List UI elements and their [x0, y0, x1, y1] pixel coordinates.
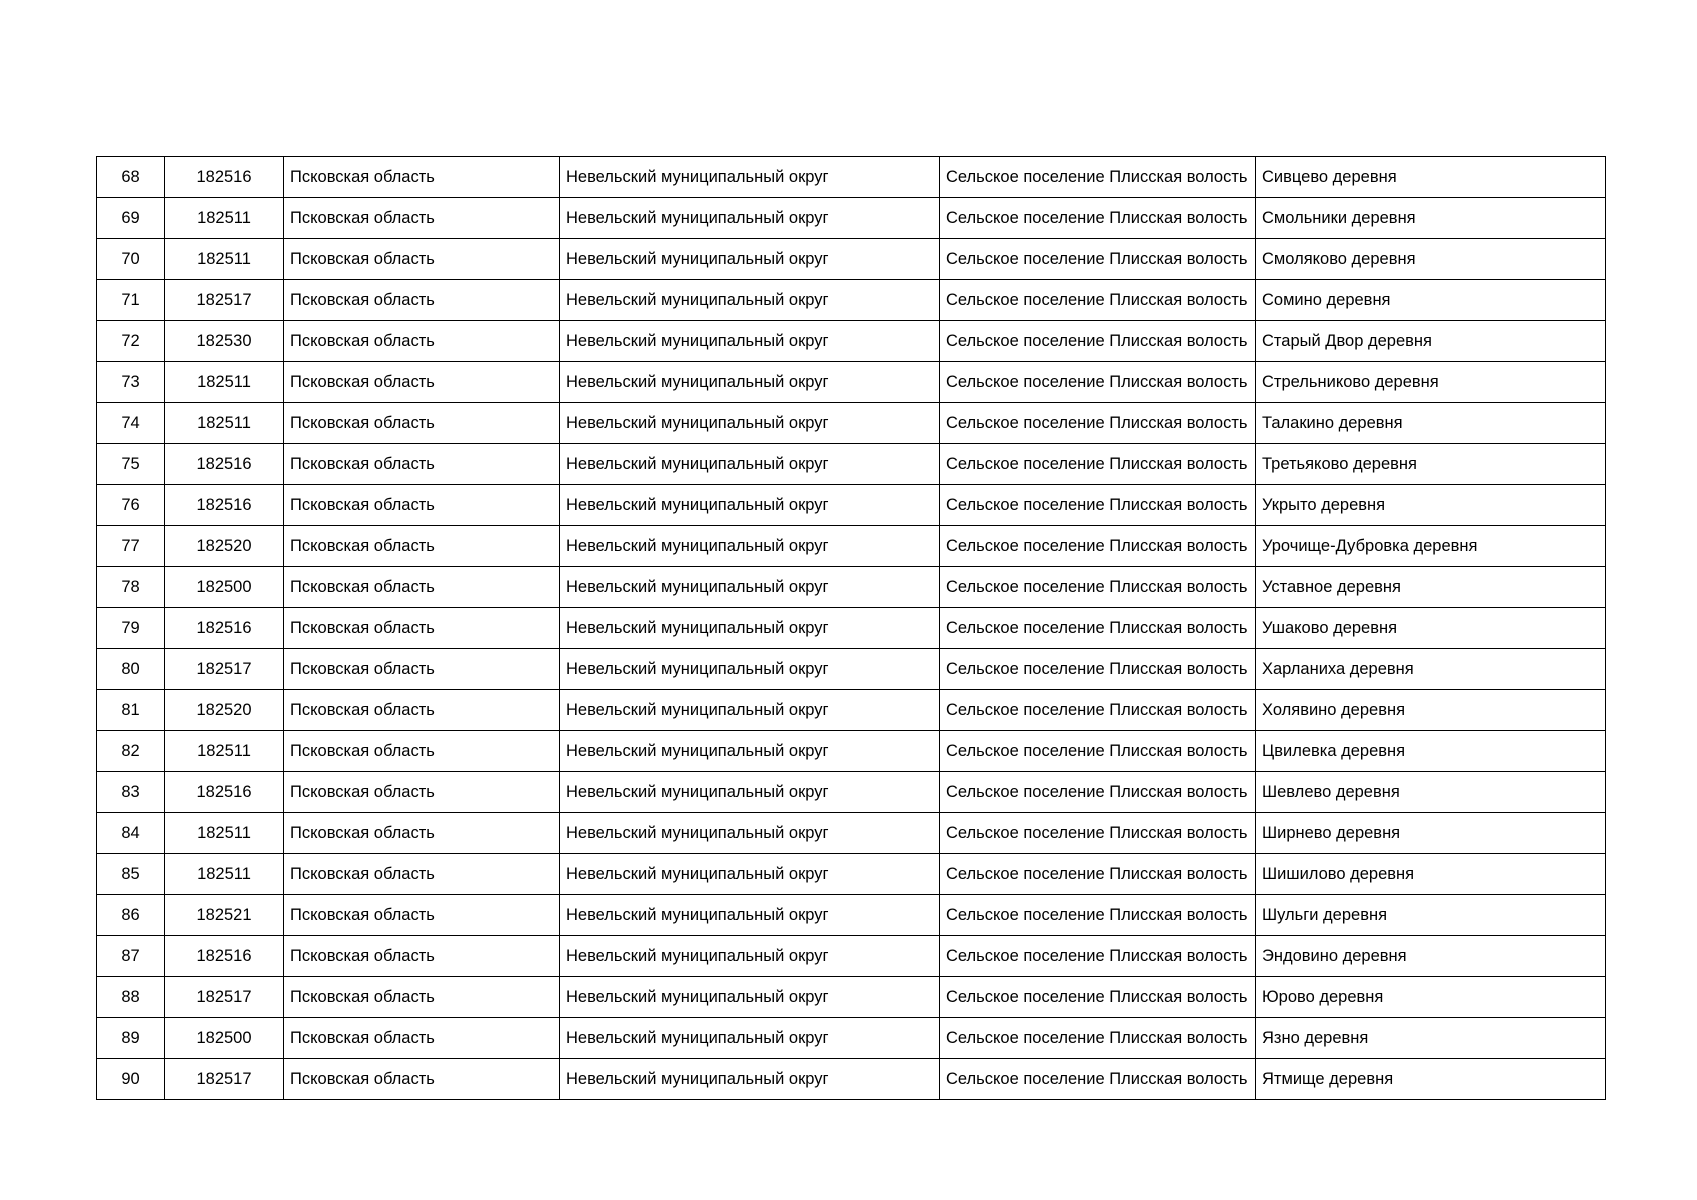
row-number-cell: 77: [97, 526, 165, 567]
postal-index-cell: 182517: [165, 280, 284, 321]
district-cell: Невельский муниципальный округ: [560, 649, 940, 690]
region-cell: Псковская область: [284, 280, 560, 321]
row-number-cell: 69: [97, 198, 165, 239]
district-cell: Невельский муниципальный округ: [560, 198, 940, 239]
settlement-cell: Сельское поселение Плисская волость: [940, 239, 1256, 280]
region-cell: Псковская область: [284, 936, 560, 977]
table-row: [97, 772, 1606, 813]
locality-cell: Ятмище деревня: [1256, 1059, 1606, 1100]
locality-cell: Холявино деревня: [1256, 690, 1606, 731]
row-number-cell: 70: [97, 239, 165, 280]
locality-cell: Уставное деревня: [1256, 567, 1606, 608]
district-cell: Невельский муниципальный округ: [560, 690, 940, 731]
region-cell: Псковская область: [284, 485, 560, 526]
table-row: [97, 321, 1606, 362]
postal-index-cell: 182516: [165, 157, 284, 198]
postal-index-cell: 182516: [165, 444, 284, 485]
district-cell: Невельский муниципальный округ: [560, 772, 940, 813]
locality-cell: Язно деревня: [1256, 1018, 1606, 1059]
postal-index-cell: 182511: [165, 854, 284, 895]
row-number-cell: 78: [97, 567, 165, 608]
district-cell: Невельский муниципальный округ: [560, 444, 940, 485]
locality-cell: Юрово деревня: [1256, 977, 1606, 1018]
settlement-cell: Сельское поселение Плисская волость: [940, 936, 1256, 977]
settlement-cell: Сельское поселение Плисская волость: [940, 772, 1256, 813]
region-cell: Псковская область: [284, 198, 560, 239]
postal-index-cell: 182516: [165, 485, 284, 526]
region-cell: Псковская область: [284, 690, 560, 731]
settlement-cell: Сельское поселение Плисская волость: [940, 977, 1256, 1018]
row-number-cell: 73: [97, 362, 165, 403]
row-number-cell: 83: [97, 772, 165, 813]
table-row: [97, 731, 1606, 772]
locality-cell: Шевлево деревня: [1256, 772, 1606, 813]
locality-cell: Сивцево деревня: [1256, 157, 1606, 198]
district-cell: Невельский муниципальный округ: [560, 280, 940, 321]
row-number-cell: 88: [97, 977, 165, 1018]
postal-index-cell: 182520: [165, 690, 284, 731]
district-cell: Невельский муниципальный округ: [560, 936, 940, 977]
locality-cell: Харланиха деревня: [1256, 649, 1606, 690]
region-cell: Псковская область: [284, 854, 560, 895]
district-cell: Невельский муниципальный округ: [560, 1018, 940, 1059]
district-cell: Невельский муниципальный округ: [560, 526, 940, 567]
locality-cell: Стрельниково деревня: [1256, 362, 1606, 403]
settlement-cell: Сельское поселение Плисская волость: [940, 854, 1256, 895]
district-cell: Невельский муниципальный округ: [560, 567, 940, 608]
region-cell: Псковская область: [284, 321, 560, 362]
row-number-cell: 90: [97, 1059, 165, 1100]
district-cell: Невельский муниципальный округ: [560, 854, 940, 895]
locality-cell: Сомино деревня: [1256, 280, 1606, 321]
locality-cell: Третьяково деревня: [1256, 444, 1606, 485]
table-row: [97, 280, 1606, 321]
table-row: [97, 936, 1606, 977]
settlement-cell: Сельское поселение Плисская волость: [940, 321, 1256, 362]
table-row: [97, 157, 1606, 198]
region-cell: Псковская область: [284, 157, 560, 198]
postal-index-cell: 182516: [165, 608, 284, 649]
region-cell: Псковская область: [284, 608, 560, 649]
district-cell: Невельский муниципальный округ: [560, 485, 940, 526]
region-cell: Псковская область: [284, 649, 560, 690]
table-row: [97, 854, 1606, 895]
settlement-cell: Сельское поселение Плисская волость: [940, 813, 1256, 854]
postal-index-cell: 182511: [165, 731, 284, 772]
district-cell: Невельский муниципальный округ: [560, 1059, 940, 1100]
settlement-cell: Сельское поселение Плисская волость: [940, 157, 1256, 198]
row-number-cell: 74: [97, 403, 165, 444]
district-cell: Невельский муниципальный округ: [560, 731, 940, 772]
row-number-cell: 68: [97, 157, 165, 198]
region-cell: Псковская область: [284, 526, 560, 567]
postal-index-cell: 182500: [165, 567, 284, 608]
settlement-cell: Сельское поселение Плисская волость: [940, 362, 1256, 403]
postal-index-cell: 182516: [165, 772, 284, 813]
postal-index-cell: 182517: [165, 977, 284, 1018]
settlements-table: [96, 156, 1606, 1100]
postal-index-cell: 182511: [165, 362, 284, 403]
row-number-cell: 79: [97, 608, 165, 649]
row-number-cell: 85: [97, 854, 165, 895]
region-cell: Псковская область: [284, 1059, 560, 1100]
region-cell: Псковская область: [284, 403, 560, 444]
row-number-cell: 86: [97, 895, 165, 936]
postal-index-cell: 182500: [165, 1018, 284, 1059]
row-number-cell: 75: [97, 444, 165, 485]
row-number-cell: 89: [97, 1018, 165, 1059]
table-row: [97, 1059, 1606, 1100]
row-number-cell: 81: [97, 690, 165, 731]
region-cell: Псковская область: [284, 813, 560, 854]
region-cell: Псковская область: [284, 895, 560, 936]
row-number-cell: 87: [97, 936, 165, 977]
locality-cell: Шульги деревня: [1256, 895, 1606, 936]
table-row: [97, 895, 1606, 936]
district-cell: Невельский муниципальный округ: [560, 321, 940, 362]
locality-cell: Цвилевка деревня: [1256, 731, 1606, 772]
locality-cell: Ширнево деревня: [1256, 813, 1606, 854]
table-row: [97, 977, 1606, 1018]
settlement-cell: Сельское поселение Плисская волость: [940, 895, 1256, 936]
locality-cell: Эндовино деревня: [1256, 936, 1606, 977]
locality-cell: Ушаково деревня: [1256, 608, 1606, 649]
postal-index-cell: 182511: [165, 403, 284, 444]
locality-cell: Смоляково деревня: [1256, 239, 1606, 280]
settlement-cell: Сельское поселение Плисская волость: [940, 280, 1256, 321]
district-cell: Невельский муниципальный округ: [560, 608, 940, 649]
postal-index-cell: 182511: [165, 239, 284, 280]
postal-index-cell: 182517: [165, 1059, 284, 1100]
region-cell: Псковская область: [284, 1018, 560, 1059]
region-cell: Псковская область: [284, 977, 560, 1018]
locality-cell: Смольники деревня: [1256, 198, 1606, 239]
locality-cell: Старый Двор деревня: [1256, 321, 1606, 362]
region-cell: Псковская область: [284, 362, 560, 403]
district-cell: Невельский муниципальный округ: [560, 895, 940, 936]
district-cell: Невельский муниципальный округ: [560, 813, 940, 854]
table-row: [97, 813, 1606, 854]
settlement-cell: Сельское поселение Плисская волость: [940, 1018, 1256, 1059]
postal-index-cell: 182520: [165, 526, 284, 567]
table-row: [97, 1018, 1606, 1059]
locality-cell: Укрыто деревня: [1256, 485, 1606, 526]
table-row: [97, 690, 1606, 731]
district-cell: Невельский муниципальный округ: [560, 977, 940, 1018]
table-row: [97, 239, 1606, 280]
region-cell: Псковская область: [284, 239, 560, 280]
postal-index-cell: 182516: [165, 936, 284, 977]
district-cell: Невельский муниципальный округ: [560, 157, 940, 198]
settlement-cell: Сельское поселение Плисская волость: [940, 690, 1256, 731]
district-cell: Невельский муниципальный округ: [560, 362, 940, 403]
locality-cell: Талакино деревня: [1256, 403, 1606, 444]
row-number-cell: 82: [97, 731, 165, 772]
row-number-cell: 72: [97, 321, 165, 362]
settlement-cell: Сельское поселение Плисская волость: [940, 567, 1256, 608]
region-cell: Псковская область: [284, 444, 560, 485]
postal-index-cell: 182511: [165, 198, 284, 239]
district-cell: Невельский муниципальный округ: [560, 403, 940, 444]
table-row: [97, 649, 1606, 690]
row-number-cell: 71: [97, 280, 165, 321]
postal-index-cell: 182521: [165, 895, 284, 936]
table-row: [97, 608, 1606, 649]
row-number-cell: 84: [97, 813, 165, 854]
region-cell: Псковская область: [284, 567, 560, 608]
table-row: [97, 403, 1606, 444]
locality-cell: Урочище-Дубровка деревня: [1256, 526, 1606, 567]
region-cell: Псковская область: [284, 772, 560, 813]
table-row: [97, 526, 1606, 567]
district-cell: Невельский муниципальный округ: [560, 239, 940, 280]
postal-index-cell: 182517: [165, 649, 284, 690]
region-cell: Псковская область: [284, 731, 560, 772]
table-body: [97, 157, 1606, 1100]
settlement-cell: Сельское поселение Плисская волость: [940, 608, 1256, 649]
row-number-cell: 80: [97, 649, 165, 690]
postal-index-cell: 182511: [165, 813, 284, 854]
table-row: [97, 444, 1606, 485]
settlement-cell: Сельское поселение Плисская волость: [940, 485, 1256, 526]
table-row: [97, 485, 1606, 526]
row-number-cell: 76: [97, 485, 165, 526]
settlement-cell: Сельское поселение Плисская волость: [940, 198, 1256, 239]
settlement-cell: Сельское поселение Плисская волость: [940, 731, 1256, 772]
table-row: [97, 567, 1606, 608]
settlement-cell: Сельское поселение Плисская волость: [940, 403, 1256, 444]
settlement-cell: Сельское поселение Плисская волость: [940, 526, 1256, 567]
postal-index-cell: 182530: [165, 321, 284, 362]
settlement-cell: Сельское поселение Плисская волость: [940, 444, 1256, 485]
settlement-cell: Сельское поселение Плисская волость: [940, 1059, 1256, 1100]
table-row: [97, 362, 1606, 403]
locality-cell: Шишилово деревня: [1256, 854, 1606, 895]
table-row: [97, 198, 1606, 239]
settlement-cell: Сельское поселение Плисская волость: [940, 649, 1256, 690]
